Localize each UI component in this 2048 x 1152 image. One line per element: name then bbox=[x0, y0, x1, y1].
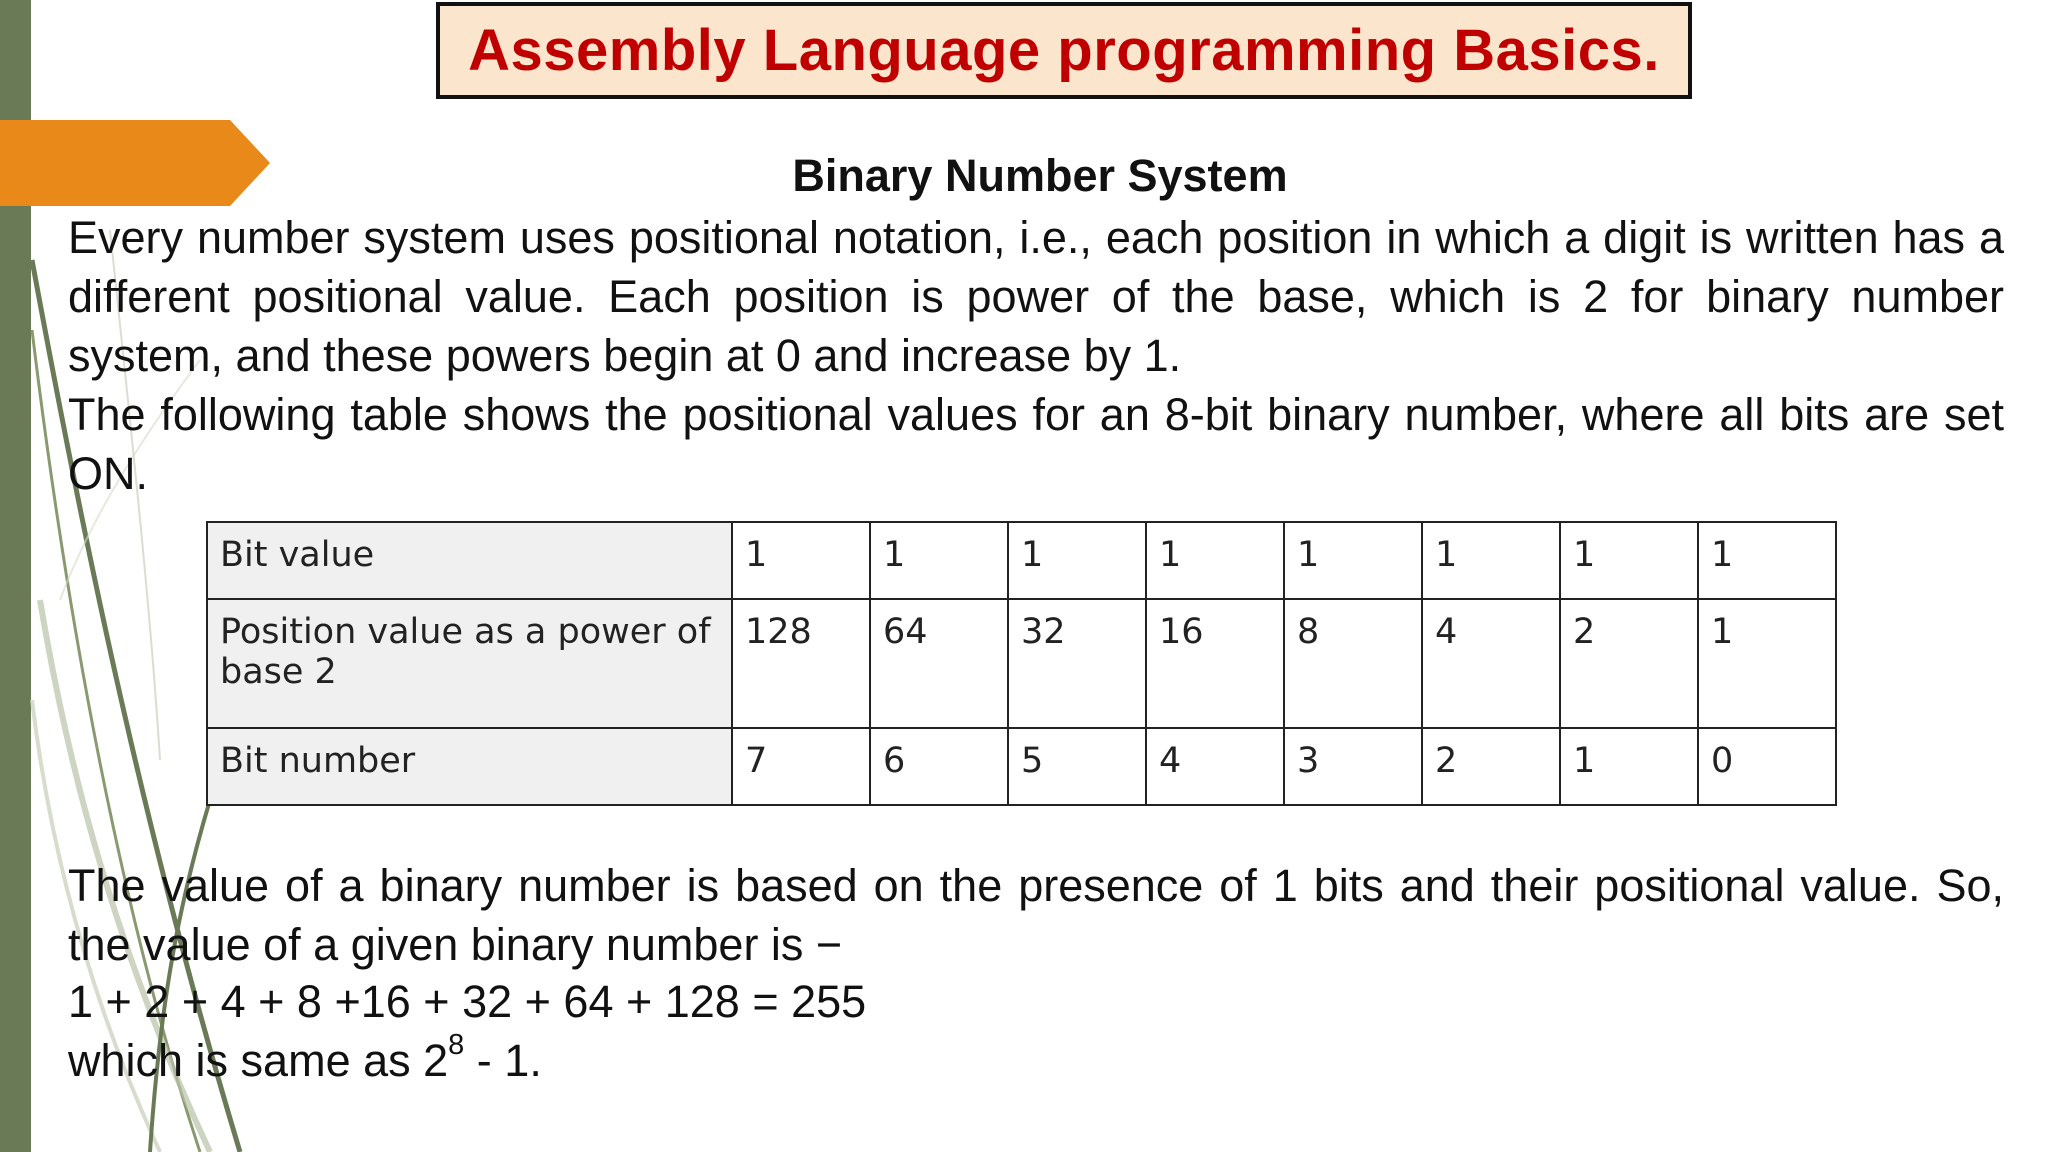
table-cell: 1 bbox=[1698, 599, 1836, 728]
table-row bbox=[207, 599, 1836, 728]
table-cell: 4 bbox=[1146, 728, 1284, 805]
table-cell: 64 bbox=[870, 599, 1008, 728]
positional-value-table bbox=[206, 521, 1837, 806]
table-cell: 1 bbox=[732, 522, 870, 599]
table-cell: 1 bbox=[1008, 522, 1146, 599]
power-conclusion bbox=[68, 1029, 542, 1087]
table-cell: 128 bbox=[732, 599, 870, 728]
table-cell: 5 bbox=[1008, 728, 1146, 805]
table-cell: 1 bbox=[870, 522, 1008, 599]
conclusion-prefix: which is same as 2 bbox=[68, 1035, 449, 1086]
table-cell: 3 bbox=[1284, 728, 1422, 805]
row-label: Position value as a power of base 2 bbox=[207, 599, 732, 728]
table-row bbox=[207, 522, 1836, 599]
table-cell: 1 bbox=[1284, 522, 1422, 599]
row-label: Bit number bbox=[207, 728, 732, 805]
table-cell: 4 bbox=[1422, 599, 1560, 728]
title-box bbox=[436, 2, 1692, 99]
table-cell: 1 bbox=[1146, 522, 1284, 599]
table-cell: 32 bbox=[1008, 599, 1146, 728]
table-cell: 6 bbox=[870, 728, 1008, 805]
table-cell: 16 bbox=[1146, 599, 1284, 728]
table-row bbox=[207, 728, 1836, 805]
exponent: 8 bbox=[448, 1029, 465, 1061]
row-label: Bit value bbox=[207, 522, 732, 599]
sum-equation: 1 + 2 + 4 + 8 +16 + 32 + 64 + 128 = 255 bbox=[68, 976, 867, 1027]
table-cell: 1 bbox=[1560, 728, 1698, 805]
table-cell: 2 bbox=[1560, 599, 1698, 728]
table-cell: 1 bbox=[1560, 522, 1698, 599]
table-cell: 7 bbox=[732, 728, 870, 805]
table-intro-paragraph: The following table shows the positional values for an 8-bit binary number, where all bits are set ON. bbox=[68, 389, 2004, 499]
table-cell: 2 bbox=[1422, 728, 1560, 805]
table-cell: 1 bbox=[1422, 522, 1560, 599]
section-heading: Binary Number System bbox=[792, 150, 1288, 201]
table-cell: 0 bbox=[1698, 728, 1836, 805]
table-cell: 8 bbox=[1284, 599, 1422, 728]
value-explanation-paragraph: The value of a binary number is based on the presence of 1 bits and their positional value. So, the value of a given binary number is − bbox=[68, 860, 2004, 970]
conclusion-suffix: - 1. bbox=[464, 1035, 542, 1086]
intro-paragraph: Every number system uses positional notation, i.e., each position in which a digit is written has a different positional value. Each position is power of the base, which is 2 for binary number system, and these powers begin at 0 and increase by 1. bbox=[68, 212, 2004, 381]
slide-title: Assembly Language programming Basics. bbox=[468, 18, 1660, 83]
table-cell: 1 bbox=[1698, 522, 1836, 599]
